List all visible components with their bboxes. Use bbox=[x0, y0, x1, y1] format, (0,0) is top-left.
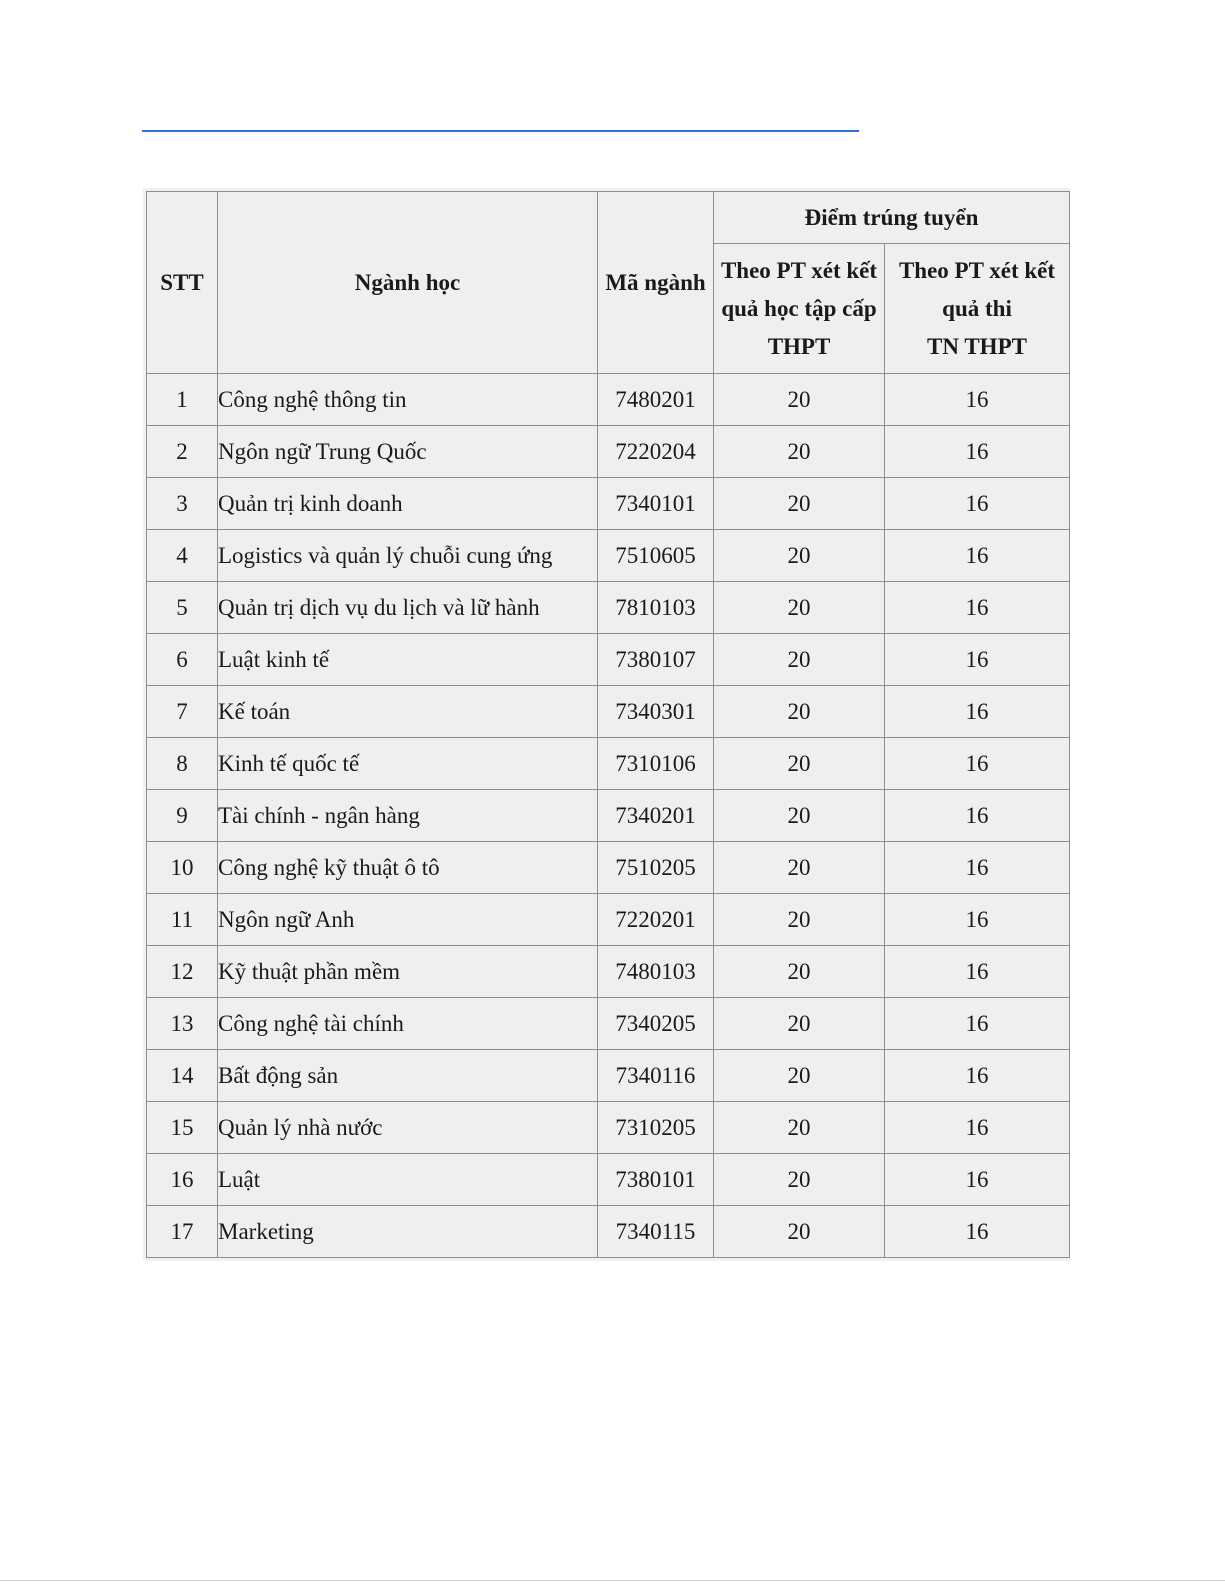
table-body bbox=[147, 374, 1070, 1258]
row-code-cell: 7220201 bbox=[598, 894, 714, 946]
row-code-cell: 7340301 bbox=[598, 686, 714, 738]
row-stt-cell: 2 bbox=[147, 426, 218, 478]
row-score-exam-cell: 16 bbox=[885, 1102, 1070, 1154]
row-score-transcript-cell: 20 bbox=[714, 1206, 885, 1258]
row-score-exam-cell: 16 bbox=[885, 634, 1070, 686]
row-stt-cell: 12 bbox=[147, 946, 218, 998]
row-score-transcript-cell: 20 bbox=[714, 1102, 885, 1154]
row-major-cell: Quản trị kinh doanh bbox=[218, 478, 598, 530]
row-stt-cell: 6 bbox=[147, 634, 218, 686]
row-code-cell: 7380101 bbox=[598, 1154, 714, 1206]
table-row bbox=[147, 738, 1070, 790]
row-stt-cell: 10 bbox=[147, 842, 218, 894]
table-row bbox=[147, 478, 1070, 530]
page-bottom-edge bbox=[0, 1580, 1225, 1581]
row-stt-cell: 9 bbox=[147, 790, 218, 842]
row-stt-cell: 13 bbox=[147, 998, 218, 1050]
row-score-transcript-cell: 20 bbox=[714, 842, 885, 894]
row-score-exam-cell: 16 bbox=[885, 894, 1070, 946]
row-stt-cell: 16 bbox=[147, 1154, 218, 1206]
row-score-transcript-cell: 20 bbox=[714, 374, 885, 426]
row-stt-cell: 3 bbox=[147, 478, 218, 530]
row-stt-cell: 11 bbox=[147, 894, 218, 946]
row-score-exam-cell: 16 bbox=[885, 1206, 1070, 1258]
row-score-exam-cell: 16 bbox=[885, 946, 1070, 998]
table-row bbox=[147, 946, 1070, 998]
header-score-group: Điểm trúng tuyển bbox=[714, 192, 1070, 244]
row-code-cell: 7480201 bbox=[598, 374, 714, 426]
row-major-cell: Marketing bbox=[218, 1206, 598, 1258]
row-stt-cell: 7 bbox=[147, 686, 218, 738]
header-score-transcript bbox=[714, 244, 885, 374]
row-score-exam-cell: 16 bbox=[885, 842, 1070, 894]
row-score-exam-cell: 16 bbox=[885, 426, 1070, 478]
admission-scores-table bbox=[146, 191, 1070, 1258]
table-row bbox=[147, 1154, 1070, 1206]
row-major-cell: Quản lý nhà nước bbox=[218, 1102, 598, 1154]
table-row bbox=[147, 530, 1070, 582]
header-code: Mã ngành bbox=[598, 192, 714, 374]
row-score-exam-cell: 16 bbox=[885, 998, 1070, 1050]
row-score-transcript-cell: 20 bbox=[714, 998, 885, 1050]
row-stt-cell: 4 bbox=[147, 530, 218, 582]
row-major-cell: Quản trị dịch vụ du lịch và lữ hành bbox=[218, 582, 598, 634]
table-row bbox=[147, 998, 1070, 1050]
table-row bbox=[147, 1050, 1070, 1102]
row-code-cell: 7310205 bbox=[598, 1102, 714, 1154]
table-row bbox=[147, 894, 1070, 946]
row-major-cell: Ngôn ngữ Trung Quốc bbox=[218, 426, 598, 478]
row-major-cell: Công nghệ tài chính bbox=[218, 998, 598, 1050]
row-stt-cell: 8 bbox=[147, 738, 218, 790]
row-major-cell: Luật bbox=[218, 1154, 598, 1206]
row-score-transcript-cell: 20 bbox=[714, 1154, 885, 1206]
row-code-cell: 7340201 bbox=[598, 790, 714, 842]
row-major-cell: Kế toán bbox=[218, 686, 598, 738]
row-major-cell: Kỹ thuật phần mềm bbox=[218, 946, 598, 998]
table-row bbox=[147, 634, 1070, 686]
row-major-cell: Công nghệ thông tin bbox=[218, 374, 598, 426]
row-stt-cell: 15 bbox=[147, 1102, 218, 1154]
row-score-transcript-cell: 20 bbox=[714, 582, 885, 634]
row-score-exam-cell: 16 bbox=[885, 374, 1070, 426]
row-code-cell: 7340205 bbox=[598, 998, 714, 1050]
row-code-cell: 7340116 bbox=[598, 1050, 714, 1102]
table-row bbox=[147, 790, 1070, 842]
row-major-cell: Công nghệ kỹ thuật ô tô bbox=[218, 842, 598, 894]
row-score-transcript-cell: 20 bbox=[714, 1050, 885, 1102]
header-score-exam-line1: Theo PT xét kết bbox=[898, 257, 1056, 283]
row-score-exam-cell: 16 bbox=[885, 530, 1070, 582]
table-row bbox=[147, 374, 1070, 426]
header-score-exam-line3: TN THPT bbox=[927, 333, 1027, 359]
row-score-exam-cell: 16 bbox=[885, 738, 1070, 790]
row-score-transcript-cell: 20 bbox=[714, 738, 885, 790]
row-score-transcript-cell: 20 bbox=[714, 478, 885, 530]
row-score-transcript-cell: 20 bbox=[714, 426, 885, 478]
row-code-cell: 7310106 bbox=[598, 738, 714, 790]
header-score-transcript-line1: Theo PT xét kết bbox=[720, 257, 878, 283]
row-stt-cell: 17 bbox=[147, 1206, 218, 1258]
table-row bbox=[147, 426, 1070, 478]
row-code-cell: 7480103 bbox=[598, 946, 714, 998]
row-code-cell: 7340101 bbox=[598, 478, 714, 530]
row-code-cell: 7510605 bbox=[598, 530, 714, 582]
row-score-exam-cell: 16 bbox=[885, 686, 1070, 738]
row-stt-cell: 1 bbox=[147, 374, 218, 426]
row-score-exam-cell: 16 bbox=[885, 1154, 1070, 1206]
row-major-cell: Ngôn ngữ Anh bbox=[218, 894, 598, 946]
row-score-exam-cell: 16 bbox=[885, 1050, 1070, 1102]
header-major: Ngành học bbox=[218, 192, 598, 374]
table-row bbox=[147, 582, 1070, 634]
row-stt-cell: 14 bbox=[147, 1050, 218, 1102]
row-major-cell: Bất động sản bbox=[218, 1050, 598, 1102]
row-score-transcript-cell: 20 bbox=[714, 530, 885, 582]
row-code-cell: 7340115 bbox=[598, 1206, 714, 1258]
header-score-transcript-line3: THPT bbox=[767, 333, 831, 359]
row-score-transcript-cell: 20 bbox=[714, 790, 885, 842]
row-major-cell: Tài chính - ngân hàng bbox=[218, 790, 598, 842]
table-row bbox=[147, 686, 1070, 738]
row-major-cell: Kinh tế quốc tế bbox=[218, 738, 598, 790]
row-score-transcript-cell: 20 bbox=[714, 894, 885, 946]
row-major-cell: Logistics và quản lý chuỗi cung ứng bbox=[218, 530, 598, 582]
row-score-transcript-cell: 20 bbox=[714, 946, 885, 998]
row-code-cell: 7510205 bbox=[598, 842, 714, 894]
row-score-exam-cell: 16 bbox=[885, 790, 1070, 842]
header-score-exam bbox=[885, 244, 1070, 374]
row-score-exam-cell: 16 bbox=[885, 582, 1070, 634]
table-row bbox=[147, 842, 1070, 894]
row-code-cell: 7220204 bbox=[598, 426, 714, 478]
row-score-exam-cell: 16 bbox=[885, 478, 1070, 530]
row-score-transcript-cell: 20 bbox=[714, 686, 885, 738]
header-score-transcript-line2: quả học tập cấp bbox=[721, 295, 877, 321]
header-score-exam-line2: quả thi bbox=[942, 295, 1012, 321]
header-stt: STT bbox=[147, 192, 218, 374]
row-major-cell: Luật kinh tế bbox=[218, 634, 598, 686]
table-row bbox=[147, 1206, 1070, 1258]
row-code-cell: 7380107 bbox=[598, 634, 714, 686]
top-hyperlink-underline bbox=[142, 130, 859, 132]
table-row bbox=[147, 1102, 1070, 1154]
admission-scores-table-image bbox=[143, 188, 1070, 1261]
row-score-transcript-cell: 20 bbox=[714, 634, 885, 686]
row-code-cell: 7810103 bbox=[598, 582, 714, 634]
row-stt-cell: 5 bbox=[147, 582, 218, 634]
